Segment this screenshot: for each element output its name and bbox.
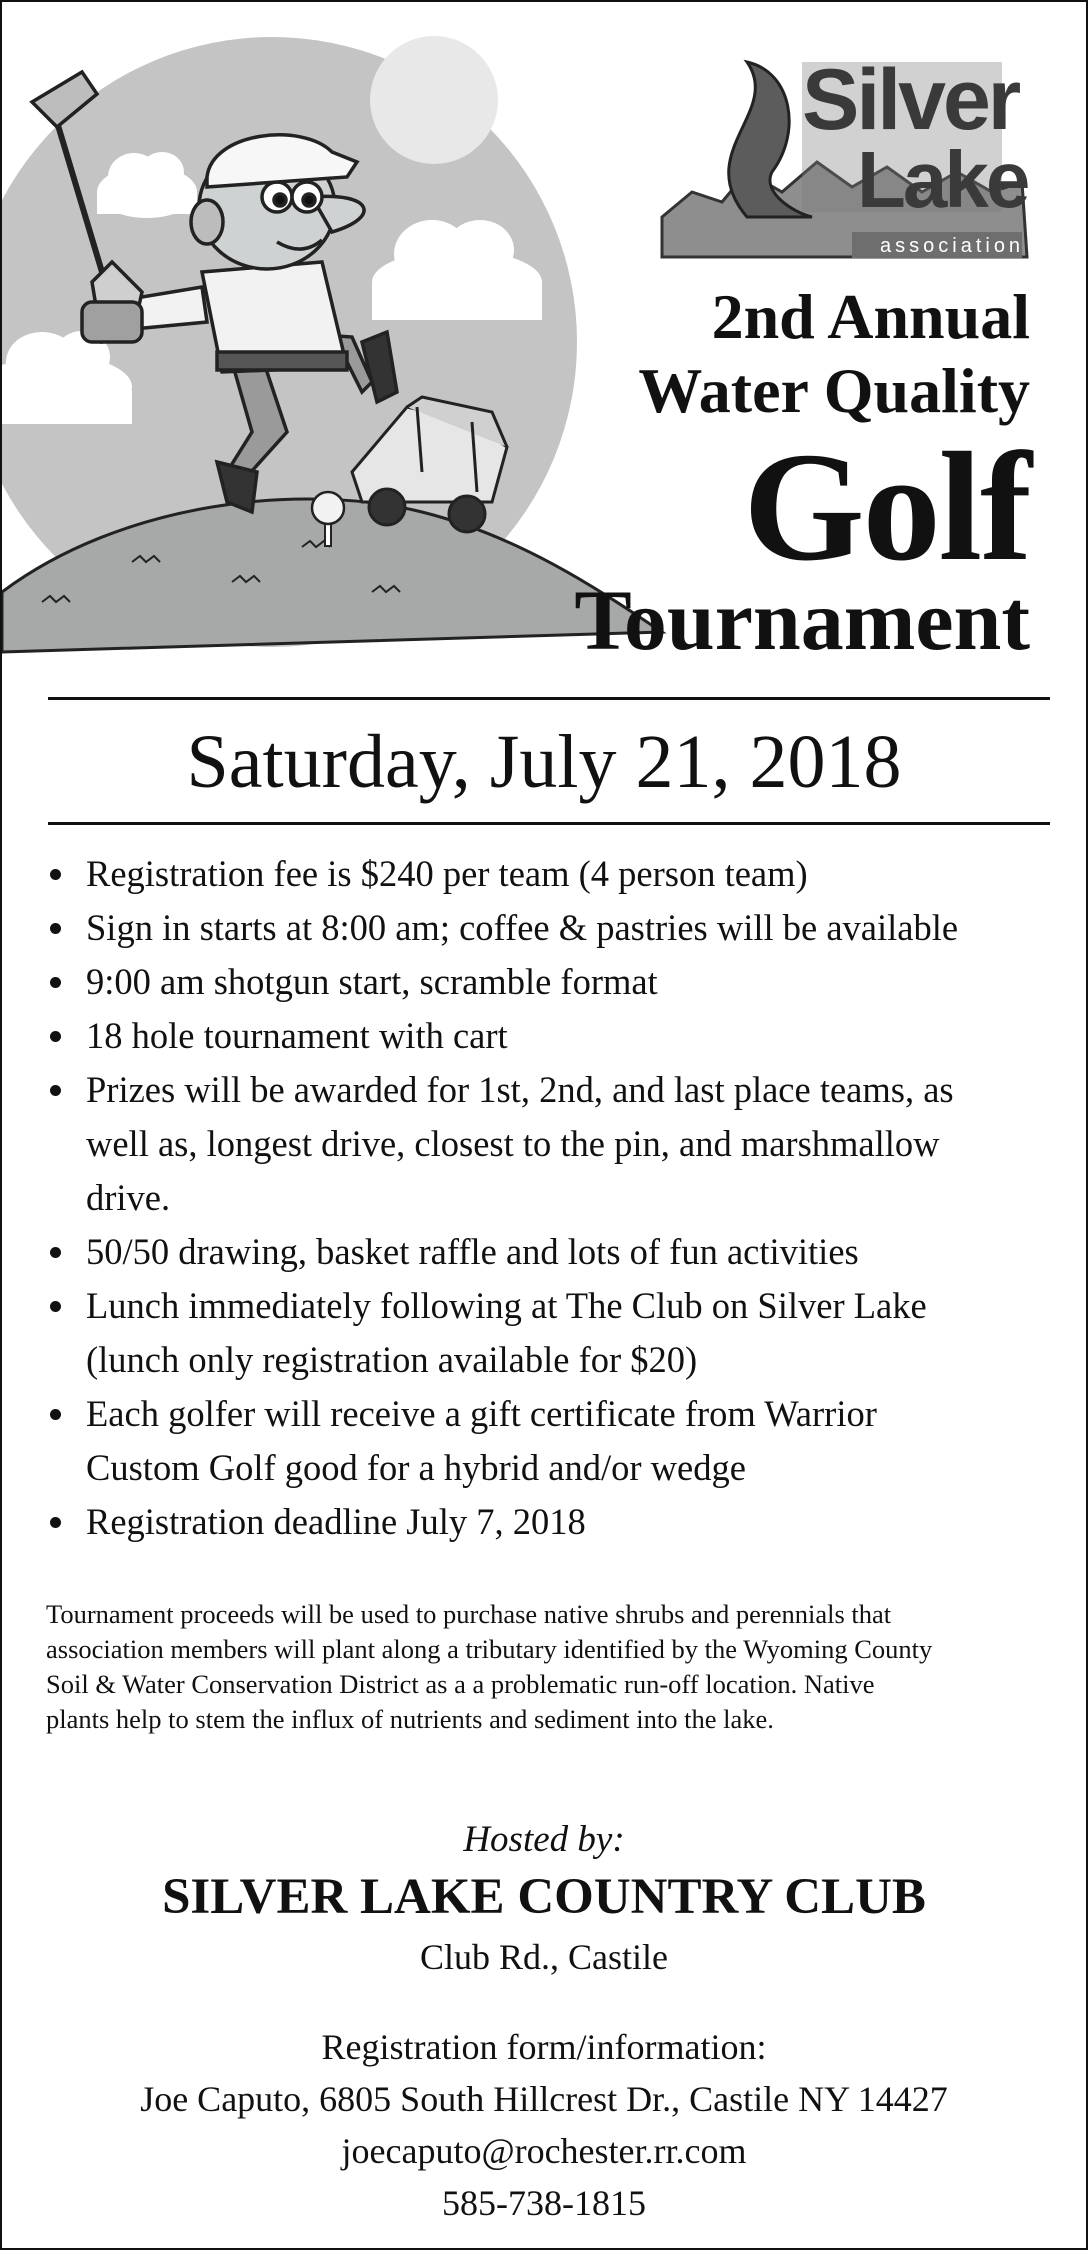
list-item-line: drive. — [86, 1177, 171, 1218]
proceeds-line: plants help to stem the influx of nutrients and sediment into the lake. — [46, 1704, 774, 1734]
registration-label: Registration form/information: — [321, 2027, 767, 2067]
list-item-line: 50/50 drawing, basket raffle and lots of fun activities — [86, 1231, 859, 1272]
list-item-line: Registration fee is $240 per team (4 person team) — [86, 853, 808, 894]
registration-contact: Joe Caputo, 6805 South Hillcrest Dr., Castile NY 14427 — [140, 2079, 948, 2119]
list-item-line: Prizes will be awarded for 1st, 2nd, and last place teams, as — [86, 1069, 954, 1110]
list-item — [42, 1063, 1052, 1225]
bullet-icon — [50, 869, 61, 880]
hosted-by-label: Hosted by: — [463, 1819, 625, 1860]
proceeds-line: Tournament proceeds will be used to purchase native shrubs and perennials that — [46, 1599, 892, 1629]
list-item-line: well as, longest drive, closest to the pin, and marshmallow — [86, 1123, 940, 1164]
list-item — [42, 1387, 1052, 1495]
list-item-line: (lunch only registration available for $20) — [86, 1339, 698, 1380]
list-item — [42, 901, 1052, 955]
bullet-icon — [50, 1247, 61, 1258]
bullet-icon — [50, 1301, 61, 1312]
list-item-line: Custom Golf good for a hybrid and/or wedge — [86, 1447, 746, 1488]
bullet-icon — [50, 1085, 61, 1096]
golf-ball-icon — [312, 492, 344, 524]
sun-icon — [370, 36, 498, 164]
divider-bottom — [48, 822, 1050, 825]
list-item — [42, 1009, 1052, 1063]
divider-top — [48, 697, 1050, 700]
list-item — [42, 1279, 1052, 1387]
logo-subtitle: association — [880, 235, 1025, 257]
logo-brand-lake: Lake — [857, 135, 1028, 224]
registration-phone: 585-738-1815 — [442, 2183, 646, 2223]
bullet-icon — [50, 923, 61, 934]
bullet-icon — [50, 977, 61, 988]
registration-info — [2, 2021, 1086, 2229]
list-item-line: 18 hole tournament with cart — [86, 1015, 508, 1056]
list-item-line: Sign in starts at 8:00 am; coffee & pastries will be available — [86, 907, 959, 948]
proceeds-paragraph — [46, 1597, 1056, 1737]
host-name: SILVER LAKE COUNTRY CLUB — [162, 1869, 926, 1925]
bullet-icon — [50, 1517, 61, 1528]
list-item-line: Lunch immediately following at The Club on Silver Lake — [86, 1285, 927, 1326]
bullet-icon — [50, 1031, 61, 1042]
title-tournament: Tournament — [574, 572, 1030, 668]
bullet-icon — [50, 1409, 61, 1420]
list-item-line: Each golfer will receive a gift certificate from Warrior — [86, 1393, 877, 1434]
event-date: Saturday, July 21, 2018 — [186, 720, 902, 804]
list-item-line: 9:00 am shotgun start, scramble format — [86, 961, 658, 1002]
list-item — [42, 955, 1052, 1009]
list-item — [42, 1225, 1052, 1279]
details-list — [42, 847, 1052, 1549]
registration-email: joecaputo@rochester.rr.com — [341, 2131, 747, 2171]
list-item-line: Registration deadline July 7, 2018 — [86, 1501, 586, 1542]
silver-lake-logo — [652, 42, 1032, 272]
title-water-quality: Water Quality — [638, 355, 1030, 426]
title-golf: Golf — [743, 420, 1030, 593]
list-item — [42, 847, 1052, 901]
title-annual: 2nd Annual — [711, 281, 1030, 352]
host-address: Club Rd., Castile — [419, 1937, 668, 1977]
logo-brand-silver: Silver — [802, 52, 1019, 148]
list-item — [42, 1495, 1052, 1549]
proceeds-line: association members will plant along a tributary identified by the Wyoming County — [46, 1634, 933, 1664]
event-title — [574, 280, 1030, 668]
hero-section — [2, 2, 1086, 682]
proceeds-line: Soil & Water Conservation District as a a problematic run-off location. Native — [46, 1669, 875, 1699]
